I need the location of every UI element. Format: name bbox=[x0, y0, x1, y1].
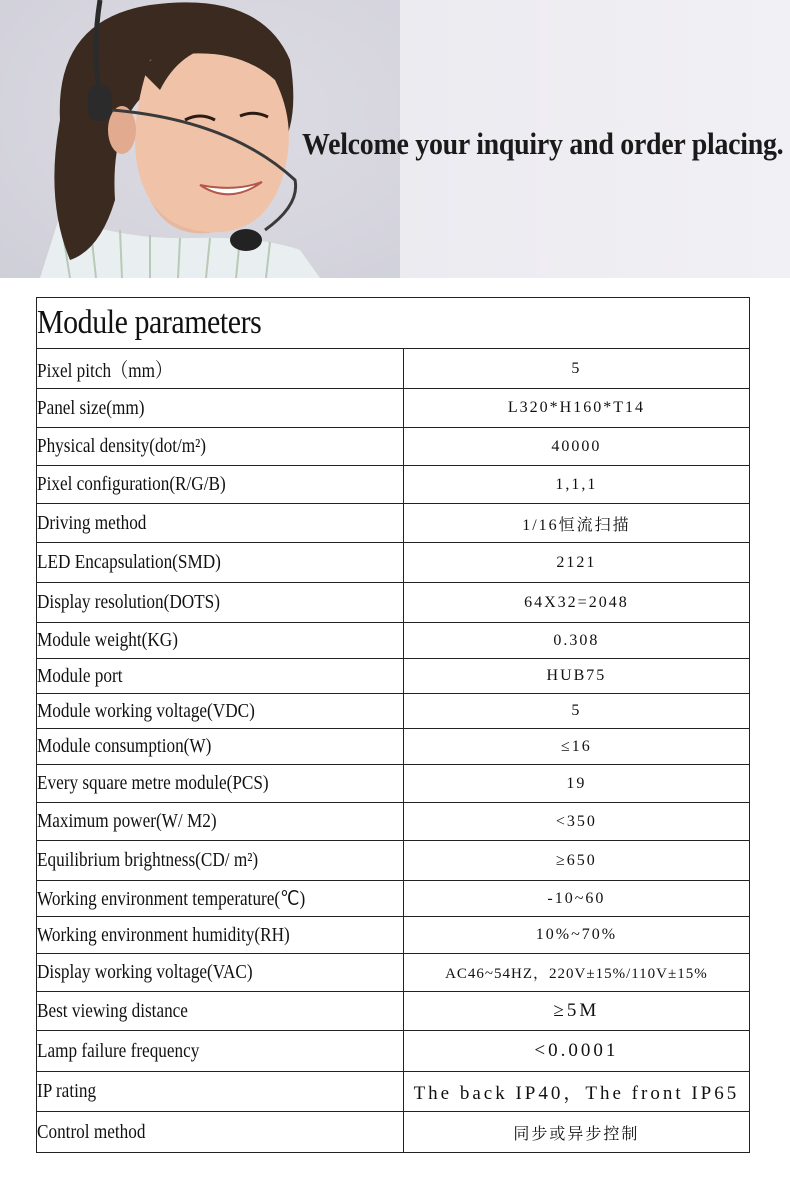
table-row bbox=[37, 841, 750, 881]
parameter-label bbox=[37, 917, 404, 954]
table-row bbox=[37, 1031, 750, 1072]
parameter-label-text: Every square metre module(PCS) bbox=[37, 772, 269, 794]
parameter-label bbox=[37, 694, 404, 729]
table-row bbox=[37, 917, 750, 954]
table-row bbox=[37, 623, 750, 659]
table-row bbox=[37, 803, 750, 841]
parameter-value: ≤16 bbox=[403, 729, 749, 765]
table-row bbox=[37, 1072, 750, 1112]
parameter-label bbox=[37, 466, 404, 504]
parameter-label bbox=[37, 765, 404, 803]
parameter-label bbox=[37, 504, 404, 543]
parameter-value: 同步或异步控制 bbox=[403, 1112, 749, 1153]
table-title-text: Module parameters bbox=[37, 304, 262, 341]
table-row bbox=[37, 583, 750, 623]
table-title bbox=[37, 298, 750, 349]
table-row bbox=[37, 694, 750, 729]
parameter-label-text: Module consumption(W) bbox=[37, 735, 212, 757]
parameter-label-text: LED Encapsulation(SMD) bbox=[37, 551, 221, 573]
parameter-label-text: Working environment temperature(℃) bbox=[37, 888, 306, 910]
parameter-value: 0.308 bbox=[403, 623, 749, 659]
parameter-value: L320*H160*T14 bbox=[403, 389, 749, 428]
parameter-value: 5 bbox=[403, 694, 749, 729]
parameter-value: -10~60 bbox=[403, 881, 749, 917]
parameter-label bbox=[37, 623, 404, 659]
parameter-label-text: Module weight(KG) bbox=[37, 629, 178, 651]
table-row bbox=[37, 349, 750, 389]
parameter-label-text: Best viewing distance bbox=[37, 999, 188, 1022]
banner bbox=[0, 0, 790, 278]
parameter-label bbox=[37, 803, 404, 841]
parameter-value: AC46~54HZ，220V±15%/110V±15% bbox=[403, 954, 749, 992]
parameter-value: ≥650 bbox=[403, 841, 749, 881]
welcome-headline: Welcome your inquiry and order placing. bbox=[302, 126, 784, 161]
parameter-label bbox=[37, 992, 404, 1031]
parameter-label-text: Working environment humidity(RH) bbox=[37, 923, 290, 946]
table-row bbox=[37, 389, 750, 428]
parameter-label-text: Display resolution(DOTS) bbox=[37, 591, 220, 613]
parameter-label-text: Maximum power(W/ M2) bbox=[37, 810, 217, 832]
table-row bbox=[37, 543, 750, 583]
parameter-label-text: Driving method bbox=[37, 511, 147, 534]
parameter-label bbox=[37, 729, 404, 765]
parameter-label-text: IP rating bbox=[37, 1080, 97, 1102]
parameter-label-text: Control method bbox=[37, 1120, 146, 1143]
parameter-value: <350 bbox=[403, 803, 749, 841]
parameter-value: 5 bbox=[403, 349, 749, 389]
table-row bbox=[37, 954, 750, 992]
parameter-value: 10%~70% bbox=[403, 917, 749, 954]
parameter-label bbox=[37, 954, 404, 992]
parameter-value: 19 bbox=[403, 765, 749, 803]
parameter-value: <0.0001 bbox=[403, 1031, 749, 1072]
parameter-label-text: Pixel configuration(R/G/B) bbox=[37, 473, 226, 495]
table-row bbox=[37, 428, 750, 466]
parameter-label bbox=[37, 543, 404, 583]
parameter-value: 64X32=2048 bbox=[403, 583, 749, 623]
table-row bbox=[37, 881, 750, 917]
table-row bbox=[37, 466, 750, 504]
parameter-label bbox=[37, 881, 404, 917]
parameter-label-text: Display working voltage(VAC) bbox=[37, 961, 253, 983]
table-row bbox=[37, 729, 750, 765]
table-row bbox=[37, 504, 750, 543]
parameter-label bbox=[37, 1031, 404, 1072]
parameter-value: The back IP40，The front IP65 bbox=[403, 1072, 749, 1112]
parameter-label-text: Lamp failure frequency bbox=[37, 1039, 200, 1062]
parameter-label bbox=[37, 389, 404, 428]
table-title-row bbox=[37, 298, 750, 349]
table-row bbox=[37, 659, 750, 694]
parameter-label-text: Physical density(dot/m²) bbox=[37, 435, 207, 457]
parameter-label bbox=[37, 583, 404, 623]
parameter-label-text: Panel size(mm) bbox=[37, 396, 145, 419]
parameter-label-text: Module port bbox=[37, 664, 123, 687]
table-row bbox=[37, 992, 750, 1031]
parameter-value: ≥5M bbox=[403, 992, 749, 1031]
parameter-value: 1,1,1 bbox=[403, 466, 749, 504]
parameter-value: HUB75 bbox=[403, 659, 749, 694]
table-row bbox=[37, 765, 750, 803]
parameter-value: 2121 bbox=[403, 543, 749, 583]
table-row bbox=[37, 1112, 750, 1153]
parameter-label bbox=[37, 428, 404, 466]
parameter-label bbox=[37, 841, 404, 881]
parameter-label bbox=[37, 349, 404, 389]
parameter-label bbox=[37, 1112, 404, 1153]
parameter-value: 1/16恒流扫描 bbox=[403, 504, 749, 543]
module-parameters-table bbox=[36, 297, 750, 1153]
parameter-label bbox=[37, 659, 404, 694]
parameter-label-text: Equilibrium brightness(CD/ m²) bbox=[37, 849, 259, 871]
parameter-value: 40000 bbox=[403, 428, 749, 466]
parameter-label bbox=[37, 1072, 404, 1112]
parameter-label-text: Module working voltage(VDC) bbox=[37, 699, 255, 722]
parameter-label-text: Pixel pitch（mm） bbox=[37, 360, 173, 382]
